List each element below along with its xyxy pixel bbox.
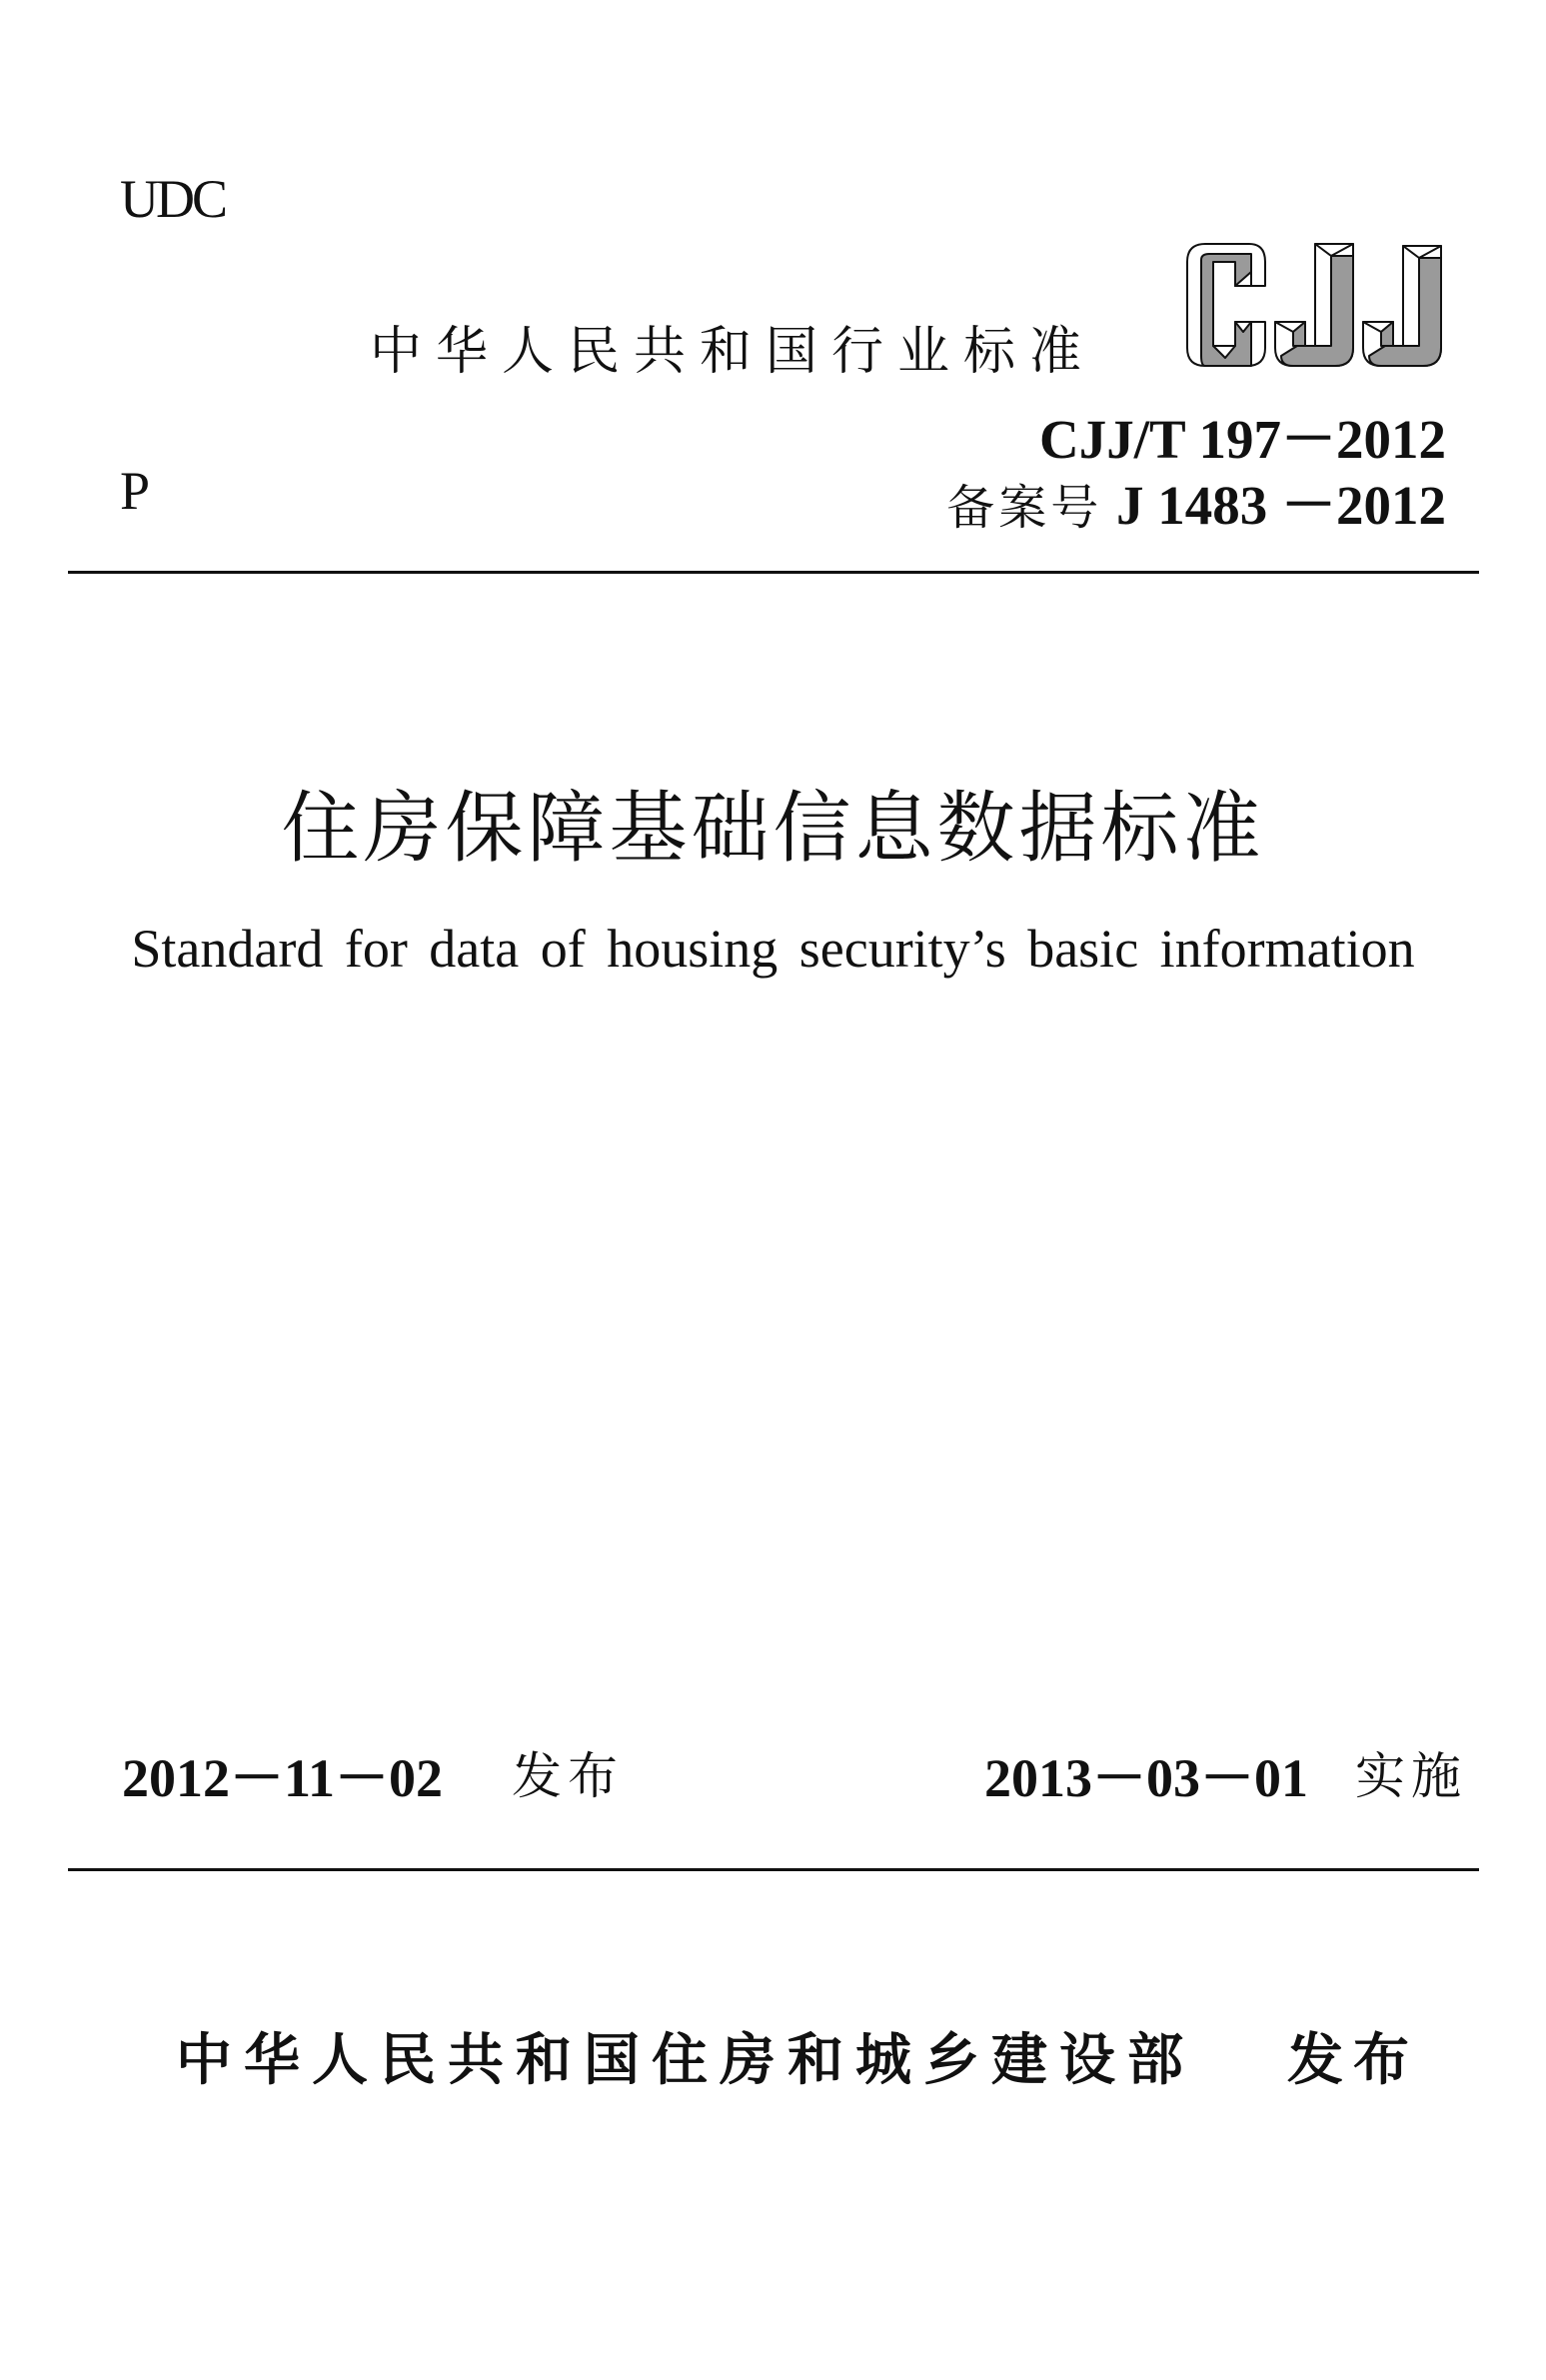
standard-code: CJJ/T 197－2012 — [1039, 409, 1446, 470]
industry-standard-heading: 中华人民共和国行业标准 — [370, 322, 1096, 382]
cjj-logo-icon — [1183, 240, 1445, 370]
release-date: 2012－11－02 — [122, 1748, 444, 1808]
issuer-name: 中华人民共和国住房和城乡建设部 — [176, 2028, 1195, 2093]
filing-label: 备案号 — [946, 480, 1103, 536]
release-label: 发布 — [512, 1747, 624, 1805]
udc-label: UDC — [120, 169, 226, 229]
issuer-action: 发布 — [1287, 2028, 1419, 2093]
footer-divider — [68, 1868, 1479, 1871]
filing-value: J 1483 －2012 — [1102, 475, 1446, 536]
implementation-label: 实施 — [1355, 1747, 1467, 1805]
classification-code: P — [120, 461, 151, 521]
page-subtitle-english: Standard for data of housing security’s basic information — [131, 919, 1415, 979]
filing-number — [946, 475, 1446, 536]
page-title: 住房保障基础信息数据标准 — [281, 784, 1265, 874]
header-divider — [68, 571, 1479, 574]
implementation-date: 2013－03－01 — [984, 1748, 1308, 1808]
